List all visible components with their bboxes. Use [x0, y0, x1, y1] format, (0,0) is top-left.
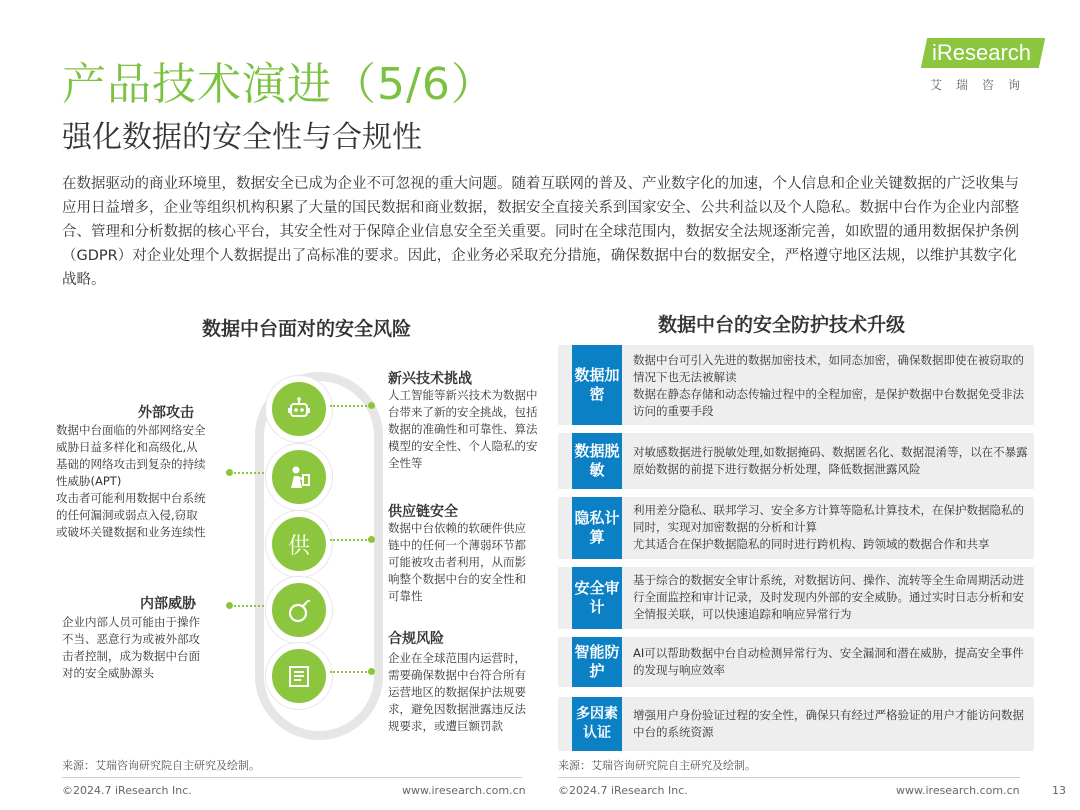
connector-dot: [368, 536, 375, 543]
tech-text: 利用差分隐私、联邦学习、安全多方计算等隐私计算技术，在保护数据隐私的同时，实现对加密数据的分析和计算 尤其适合在保护数据隐私的同时进行跨机构、跨领域的数据合作和共享: [633, 503, 1024, 551]
intro-paragraph: 在数据驱动的商业环境里，数据安全已成为企业不可忽视的重大问题。随着互联网的普及、产业数字化的加速，个人信息和企业关键数据的广泛收集与应用日益增多，企业等组织机构积累了大量的国民数据和商业数据，数据安全直接关系到国家安全、公共利益以及个人隐私。数据中台作为企业内部整合、管理和分析数据的核心平台，其安全性对于保障企业信息安全至关重要。同时在全球范围内，数据安全法规逐渐完善，如欧盟的通用数据保护条例（GDPR）对企业处理个人数据提出了高标准的要求。因此，企业务必采取充分措施，确保数据中台的数据安全，严格遵守地区法规，以维护其数字化战略。: [62, 176, 1019, 288]
robot-icon: [266, 376, 332, 442]
tech-row-audit: [558, 567, 1034, 629]
connector-dot: [226, 469, 233, 476]
right-source: 来源：艾瑞咨询研究院自主研究及绘制。: [558, 759, 756, 772]
document-icon: [266, 643, 332, 709]
supply-char-icon: 供: [266, 511, 332, 577]
tech-label: 智能防护: [572, 637, 622, 687]
iresearch-logo: [926, 36, 1046, 96]
connector-line: [230, 605, 264, 607]
risk-internal-heading: 内部威胁: [140, 596, 196, 612]
risk-internal-text: 企业内部人员可能由于操作不当、恶意行为或被外部攻击者控制，成为数据中台面对的安全威胁源头: [62, 615, 200, 680]
connector-dot: [226, 602, 233, 609]
footer-url[interactable]: www.iresearch.com.cn: [896, 784, 1020, 797]
left-source: 来源：艾瑞咨询研究院自主研究及绘制。: [62, 759, 260, 772]
connector-line: [330, 539, 370, 541]
tech-row-masking: [558, 433, 1034, 489]
tech-label: 多因素认证: [572, 697, 622, 751]
tech-row-ai: [558, 637, 1034, 687]
tech-text: 对敏感数据进行脱敏处理,如数据掩码、数据匿名化、数据混淆等，以在不暴露原始数据的前提下进行数据分析处理，降低数据泄露风险: [633, 445, 1028, 476]
risk-compliance-heading: 合规风险: [388, 631, 444, 647]
risk-newtech-text: 人工智能等新兴技术为数据中台带来了新的安全挑战，包括数据的准确性和可靠性、算法模型的安全性、个人隐私的安全性等: [388, 388, 538, 470]
footer-divider: [62, 777, 522, 778]
tech-row-privacy: [558, 497, 1034, 559]
tech-row-encryption: [558, 345, 1034, 425]
page-number: 13: [1052, 784, 1066, 797]
connector-line: [330, 405, 370, 407]
risk-compliance-text: 企业在全球范围内运营时，需要确保数据中台符合所有运营地区的数据保护法规要求，避免因数据泄露违反法规要求，或遭巨额罚款: [388, 651, 526, 733]
footer-copyright: ©2024.7 iResearch Inc.: [558, 784, 688, 797]
footer-copyright: ©2024.7 iResearch Inc.: [62, 784, 192, 797]
right-section-title: 数据中台的安全防护技术升级: [658, 314, 906, 336]
tech-label: 隐私计算: [572, 497, 622, 559]
risk-newtech-heading: 新兴技术挑战: [388, 371, 472, 387]
hacker-icon: [266, 444, 332, 510]
tech-text: 增强用户身份验证过程的安全性，确保只有经过严格验证的用户才能访问数据中台的系统资源: [633, 708, 1024, 739]
tech-text: AI可以帮助数据中台自动检测异常行为、安全漏洞和潜在威胁，提高安全事件的发现与响应效率: [633, 646, 1024, 677]
connector-dot: [368, 668, 375, 675]
risk-external-text: 数据中台面临的外部网络安全威胁日益多样化和高级化,从基础的网络攻击到复杂的持续性威胁(APT) 攻击者可能利用数据中台系统的任何漏洞或弱点入侵,窃取或破坏关键数据和业务连续性: [56, 423, 206, 539]
page-title: 产品技术演进（5/6）: [62, 59, 496, 110]
tech-label: 数据脱敏: [572, 433, 622, 489]
connector-line: [230, 472, 264, 474]
tech-label: 安全审计: [572, 567, 622, 629]
tech-text: 基于综合的数据安全审计系统，对数据访问、操作、流转等全生命周期活动进行全面监控和审计记录，及时发现内外部的安全威胁。通过实时日志分析和安全情报关联，可以快速追踪和响应异常行为: [633, 573, 1024, 621]
logo-subtitle: 艾瑞咨询: [930, 78, 1035, 92]
footer-url[interactable]: www.iresearch.com.cn: [402, 784, 526, 797]
tech-text: 数据中台可引入先进的数据加密技术，如同态加密，确保数据即使在被窃取的情况下也无法被解读 数据在静态存储和动态传输过程中的全程加密，是保护数据中台数据免受非法访问的重要手段: [633, 353, 1024, 418]
footer-divider: [558, 777, 1020, 778]
connector-dot: [368, 402, 375, 409]
tech-label: 数据加密: [572, 345, 622, 425]
bomb-icon: [266, 577, 332, 643]
logo-word: iResearch: [932, 40, 1032, 65]
connector-line: [330, 671, 370, 673]
tech-row-mfa: [558, 697, 1034, 751]
page-subtitle: 强化数据的安全性与合规性: [62, 120, 422, 155]
risk-supply-heading: 供应链安全: [388, 504, 458, 520]
risk-supply-text: 数据中台依赖的软硬件供应链中的任何一个薄弱环节都可能被攻击者利用，从而影响整个数据中台的安全性和可靠性: [388, 521, 526, 603]
left-section-title: 数据中台面对的安全风险: [202, 318, 412, 340]
risk-external-heading: 外部攻击: [138, 405, 194, 421]
